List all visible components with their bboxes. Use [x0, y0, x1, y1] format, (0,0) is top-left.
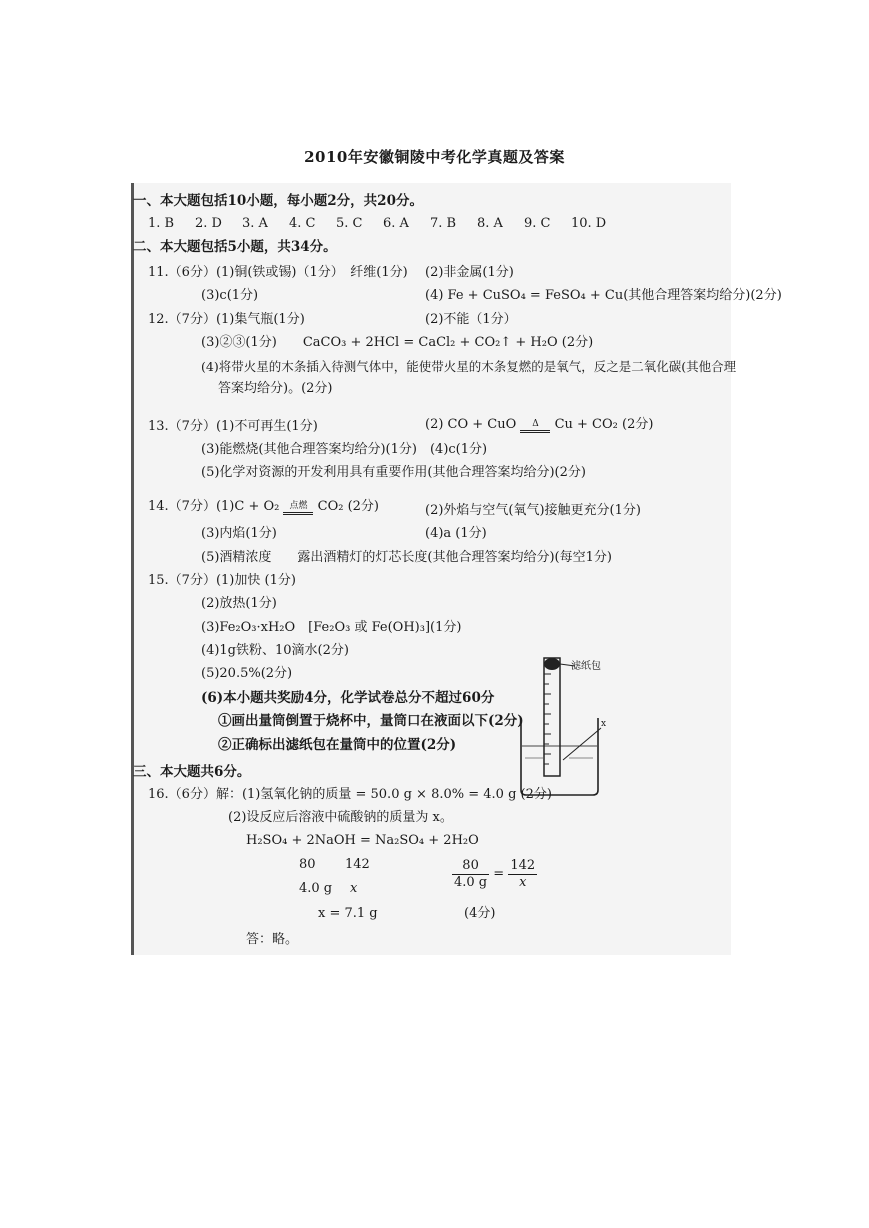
q16-points: (4分): [464, 906, 496, 921]
q12-part-d-line2: 答案均给分)。(2分): [218, 381, 333, 396]
fraction-left: [452, 858, 489, 891]
q16-equation: H₂SO₄ + 2NaOH = Na₂SO₄ + 2H₂O: [246, 833, 479, 848]
q13-part-b: [425, 417, 653, 433]
reaction-arrow-heat: [520, 420, 550, 433]
mc-answer: 1. B: [148, 216, 175, 231]
filter-paper-label: 滤纸包: [571, 661, 601, 672]
q15-part-h: ②正确标出滤纸包在量筒中的位置(2分): [218, 737, 457, 753]
mc-answer: 10. D: [571, 216, 607, 231]
q14-a-left: 14.（7分）(1)C + O₂: [148, 499, 280, 514]
mc-answer: 2. D: [195, 216, 222, 231]
q11-part-d: (4) Fe + CuSO₄ = FeSO₄ + Cu(其他合理答案均给分)(2分): [425, 288, 782, 303]
section-3-heading: 三、本大题共6分。: [133, 764, 251, 780]
q15-part-e: (5)20.5%(2分): [201, 666, 293, 681]
scan-edge-shadow: [131, 183, 134, 955]
q14-part-e: (5)酒精浓度 露出酒精灯的灯芯长度(其他合理答案均给分)(每空1分): [201, 550, 612, 565]
q16-proportion: [452, 858, 537, 891]
q15-part-g: ①画出量筒倒置于烧杯中，量筒口在液面以下(2分): [218, 713, 524, 729]
q16-given-mass: 4.0 g: [299, 881, 333, 896]
mc-answer: 8. A: [477, 216, 503, 231]
fraction-right-denominator: x: [519, 875, 527, 890]
apparatus-figure: [513, 650, 623, 800]
q13-b-left: (2) CO + CuO: [425, 417, 517, 432]
q12-part-b: (2)不能（1分）: [425, 312, 517, 327]
heat-condition: Δ: [532, 419, 539, 429]
document-title: 2010年安徽铜陵中考化学真题及答案: [304, 148, 565, 166]
q13-part-c: (3)能燃烧(其他合理答案均给分)(1分) (4)c(1分): [201, 442, 488, 457]
q16-result: x = 7.1 g: [318, 906, 378, 921]
q16-molar-mass-na2so4: 142: [345, 857, 370, 872]
q16-answer: 答：略。: [246, 932, 299, 947]
multiple-choice-answers: [148, 216, 618, 232]
mc-answer: 7. B: [430, 216, 457, 231]
section-1-heading: 一、本大题包括10小题，每小题2分，共20分。: [133, 193, 423, 209]
q11-part-b: (2)非金属(1分): [425, 265, 514, 280]
section-2-heading: 二、本大题包括5小题，共34分。: [133, 239, 337, 255]
q14-part-b: (2)外焰与空气(氧气)接触更充分(1分): [425, 503, 641, 518]
q15-part-c: (3)Fe₂O₃·xH₂O [Fe₂O₃ 或 Fe(OH)₃](1分): [201, 620, 462, 635]
fraction-left-denominator: 4.0 g: [454, 875, 488, 890]
q14-part-c: (3)内焰(1分): [201, 526, 277, 541]
q15-part-d: (4)1g铁粉、10滴水(2分): [201, 643, 349, 658]
fraction-right: [508, 858, 537, 891]
fraction-left-numerator: 80: [452, 858, 489, 875]
svg-text:x: x: [601, 719, 607, 729]
cylinder-beaker-drawing: [513, 650, 623, 800]
mc-answer: 9. C: [524, 216, 551, 231]
fraction-right-numerator: 142: [510, 858, 536, 873]
mc-answer: 4. C: [289, 216, 316, 231]
mc-answer: 3. A: [242, 216, 268, 231]
ignite-condition: 点燃: [289, 501, 308, 511]
q12-part-d-line1: (4)将带火星的木条插入待测气体中，能使带火星的木条复燃的是氧气，反之是二氧化碳(其他合理: [201, 359, 737, 374]
reaction-arrow-ignite: [283, 502, 313, 515]
q14-part-a: [148, 499, 379, 515]
q14-a-right: CO₂ (2分): [317, 499, 379, 514]
q16-part-a: 16.（6分）解：(1)氢氧化钠的质量 = 50.0 g × 8.0% = 4.0 g (2分): [148, 787, 552, 802]
q13-part-a: 13.（7分）(1)不可再生(1分): [148, 419, 318, 434]
q13-part-d: (5)化学对资源的开发利用具有重要作用(其他合理答案均给分)(2分): [201, 465, 586, 480]
mc-answer: 6. A: [383, 216, 409, 231]
mc-answer: 5. C: [336, 216, 363, 231]
q11-part-a: 11.（6分）(1)铜(铁或锡)（1分） 纤维(1分): [148, 265, 408, 280]
q16-unknown: x: [350, 881, 358, 896]
q16-part-b: (2)设反应后溶液中硫酸钠的质量为 x。: [228, 810, 453, 825]
q15-part-f: (6)本小题共奖励4分，化学试卷总分不超过60分: [201, 690, 495, 706]
q12-part-a: 12.（7分）(1)集气瓶(1分): [148, 312, 305, 327]
q11-part-c: (3)c(1分): [201, 288, 259, 303]
q15-part-b: (2)放热(1分): [201, 596, 277, 611]
q12-part-c: (3)②③(1分) CaCO₃ + 2HCl = CaCl₂ + CO₂↑ + H₂O (2分): [201, 335, 594, 350]
q13-b-right: Cu + CO₂ (2分): [554, 417, 654, 432]
q15-part-a: 15.（7分）(1)加快 (1分): [148, 573, 296, 588]
equals-sign: =: [493, 866, 505, 882]
q16-molar-mass-naoh: 80: [299, 857, 316, 872]
q14-part-d: (4)a (1分): [425, 526, 487, 541]
